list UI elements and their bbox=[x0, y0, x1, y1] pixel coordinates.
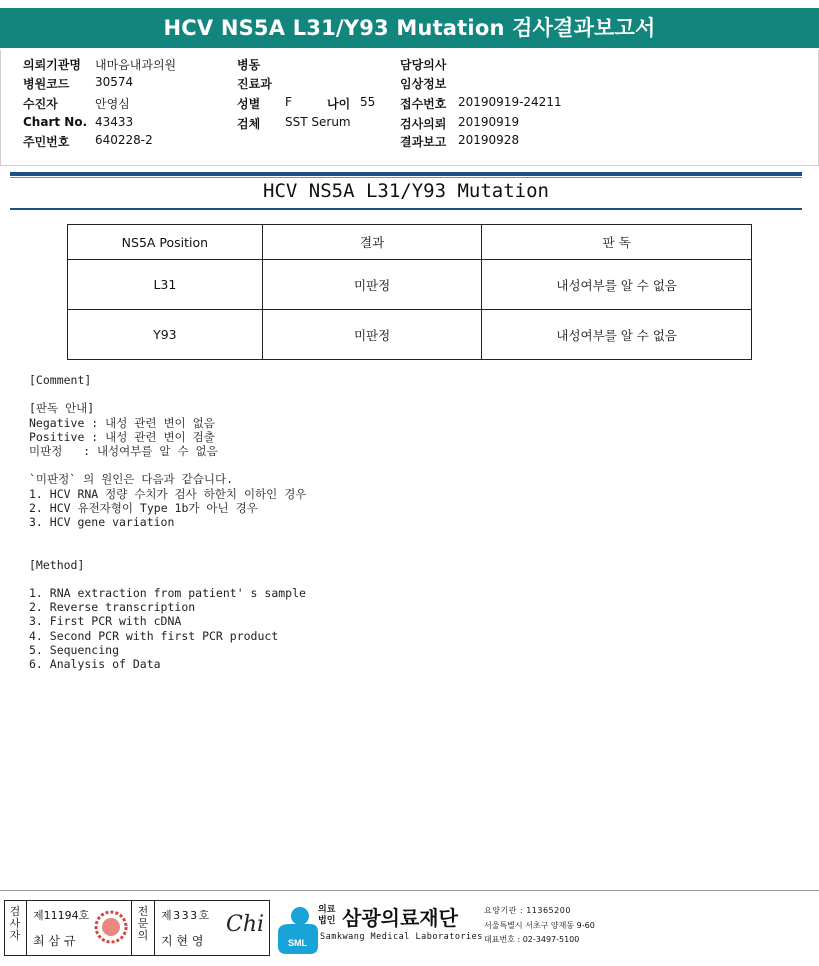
sml-logo-text: SML bbox=[288, 938, 307, 948]
value-patient-name: 안영심 bbox=[95, 97, 130, 111]
label-age: 나이 bbox=[327, 97, 351, 111]
cell-position: Y93 bbox=[68, 310, 263, 360]
report-banner-title: HCV NS5A L31/Y93 Mutation 검사결과보고서 bbox=[0, 8, 819, 48]
org-type: 의료법인 bbox=[318, 905, 336, 926]
signature-box-divider bbox=[26, 900, 27, 956]
sml-logo-icon bbox=[270, 902, 320, 954]
cell-interpretation: 내성여부를 알 수 없음 bbox=[482, 260, 752, 310]
table-header-row bbox=[68, 225, 752, 260]
title-rule-bottom bbox=[10, 208, 802, 210]
label-test-request: 검사의뢰 bbox=[400, 117, 447, 131]
label-hospital-code: 병원코드 bbox=[23, 77, 70, 91]
specialist-name: 지 현 영 bbox=[161, 934, 204, 948]
value-hospital-code: 30574 bbox=[95, 75, 134, 89]
title-rule-top-thin bbox=[10, 177, 802, 178]
org-code: 요양기관 : 11365200 bbox=[484, 906, 571, 915]
label-resident-no: 주민번호 bbox=[23, 135, 70, 149]
header-position: NS5A Position bbox=[68, 225, 263, 260]
label-requesting-institution: 의뢰기관명 bbox=[23, 58, 81, 72]
value-resident-no: 640228-2 bbox=[95, 133, 153, 147]
inspector-license-no: 제11194호 bbox=[33, 909, 90, 922]
value-receipt-no: 20190919-24211 bbox=[458, 95, 562, 109]
signature-box-divider bbox=[131, 900, 132, 956]
label-chart-no: Chart No. bbox=[23, 115, 88, 129]
cell-position: L31 bbox=[68, 260, 263, 310]
seal-stamp-icon bbox=[94, 910, 128, 944]
inspector-name: 최 삼 규 bbox=[33, 934, 76, 948]
value-test-request: 20190919 bbox=[458, 115, 520, 129]
cell-result: 미판정 bbox=[262, 260, 482, 310]
footer-divider bbox=[0, 890, 819, 891]
cell-interpretation: 내성여부를 알 수 없음 bbox=[482, 310, 752, 360]
org-name: 삼광의료재단 bbox=[342, 906, 458, 930]
table-row bbox=[68, 260, 752, 310]
label-clinical-info: 임상정보 bbox=[400, 77, 447, 91]
org-phone: 대표번호 : 02-3497-5100 bbox=[484, 935, 580, 944]
org-address: 서울특별시 서초구 양재동 9-60 bbox=[484, 921, 595, 930]
title-rule-top bbox=[10, 172, 802, 176]
value-specimen: SST Serum bbox=[285, 115, 351, 129]
label-doctor: 담당의사 bbox=[400, 58, 447, 72]
label-patient-name: 수진자 bbox=[23, 97, 58, 111]
label-specimen: 검체 bbox=[237, 117, 261, 131]
header-interpretation: 판 독 bbox=[482, 225, 752, 260]
section-title: HCV NS5A L31/Y93 Mutation bbox=[263, 180, 549, 202]
signature-box-divider bbox=[154, 900, 155, 956]
org-english-name: Samkwang Medical Laboratories bbox=[320, 932, 483, 942]
cell-result: 미판정 bbox=[262, 310, 482, 360]
result-table bbox=[67, 224, 752, 360]
value-age: 55 bbox=[360, 95, 376, 109]
specialist-license-no: 제333호 bbox=[161, 909, 211, 922]
comment-and-method-text: [Comment] [판독 안내] Negative : 내성 관련 변이 없음 Positive : 내성 관련 변이 검출 미판정 : 내성여부를 알 수 없음 `미판정` 의 원인은 다음과 같습니다. 1. HCV RNA 정량 수치가 검사 하한치 이하인 경우 2. HCV 유전자형이 Type 1b가 아닌 경우 3. HCV gene variation [Method] 1. RNA extraction from patient' s sample 2. Reverse transcription 3. First PCR with cDNA 4. Second PCR with first PCR product 5. Sequencing 6. Analysis of Data bbox=[29, 373, 307, 672]
header-result: 결과 bbox=[262, 225, 482, 260]
value-chart-no: 43433 bbox=[95, 115, 134, 129]
specialist-label: 전문의 bbox=[137, 905, 149, 942]
label-result-report: 결과보고 bbox=[400, 135, 447, 149]
value-result-report: 20190928 bbox=[458, 133, 520, 147]
value-requesting-institution: 내마음내과의원 bbox=[95, 58, 177, 72]
table-row bbox=[68, 310, 752, 360]
value-sex: F bbox=[285, 95, 292, 109]
label-ward: 병동 bbox=[237, 58, 261, 72]
inspector-label: 검사자 bbox=[9, 905, 21, 942]
signature-icon: Chi bbox=[226, 912, 265, 937]
label-receipt-no: 접수번호 bbox=[400, 97, 447, 111]
label-department: 진료과 bbox=[237, 77, 272, 91]
label-sex: 성별 bbox=[237, 97, 261, 111]
